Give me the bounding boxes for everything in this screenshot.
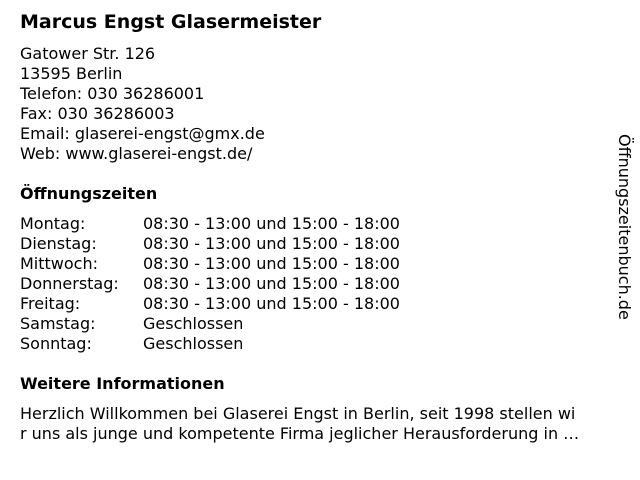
contact-block xyxy=(20,44,265,164)
company-name: Marcus Engst Glasermeister xyxy=(20,11,322,33)
weekday: Sonntag: xyxy=(20,334,92,353)
time-range: 08:30 - 13:00 und 15:00 - 18:00 xyxy=(143,254,400,273)
hours-row xyxy=(20,294,400,314)
weekday: Mittwoch: xyxy=(20,254,98,273)
street-address: Gatower Str. 126 xyxy=(20,44,156,63)
intro-text xyxy=(20,404,630,444)
email-address: Email: glaserei-engst@gmx.de xyxy=(20,124,265,143)
more-info-heading: Weitere Informationen xyxy=(20,374,225,393)
watermark-text: Öffnungszeitenbuch.de xyxy=(615,134,634,320)
weekday: Samstag: xyxy=(20,314,96,333)
hours-row xyxy=(20,274,400,294)
city-address: 13595 Berlin xyxy=(20,64,123,83)
hours-row xyxy=(20,334,400,354)
hours-row xyxy=(20,214,400,234)
weekday: Freitag: xyxy=(20,294,81,313)
weekday: Dienstag: xyxy=(20,234,97,253)
time-range: Geschlossen xyxy=(143,314,244,333)
fax-number: Fax: 030 36286003 xyxy=(20,104,175,123)
hours-row xyxy=(20,254,400,274)
time-range: Geschlossen xyxy=(143,334,244,353)
weekday: Montag: xyxy=(20,214,86,233)
time-range: 08:30 - 13:00 und 15:00 - 18:00 xyxy=(143,234,400,253)
time-range: 08:30 - 13:00 und 15:00 - 18:00 xyxy=(143,274,400,293)
website-address: Web: www.glaserei-engst.de/ xyxy=(20,144,253,163)
phone-number: Telefon: 030 36286001 xyxy=(20,84,205,103)
time-range: 08:30 - 13:00 und 15:00 - 18:00 xyxy=(143,214,400,233)
time-range: 08:30 - 13:00 und 15:00 - 18:00 xyxy=(143,294,400,313)
opening-hours-heading: Öffnungszeiten xyxy=(20,184,158,203)
intro-line: Herzlich Willkommen bei Glaserei Engst in Berlin, seit 1998 stellen wi xyxy=(20,404,576,423)
intro-line: r uns als junge und kompetente Firma jeglicher Herausforderung in … xyxy=(20,424,580,443)
hours-row xyxy=(20,234,400,254)
hours-row xyxy=(20,314,400,334)
weekday: Donnerstag: xyxy=(20,274,119,293)
opening-hours-table xyxy=(20,214,400,354)
